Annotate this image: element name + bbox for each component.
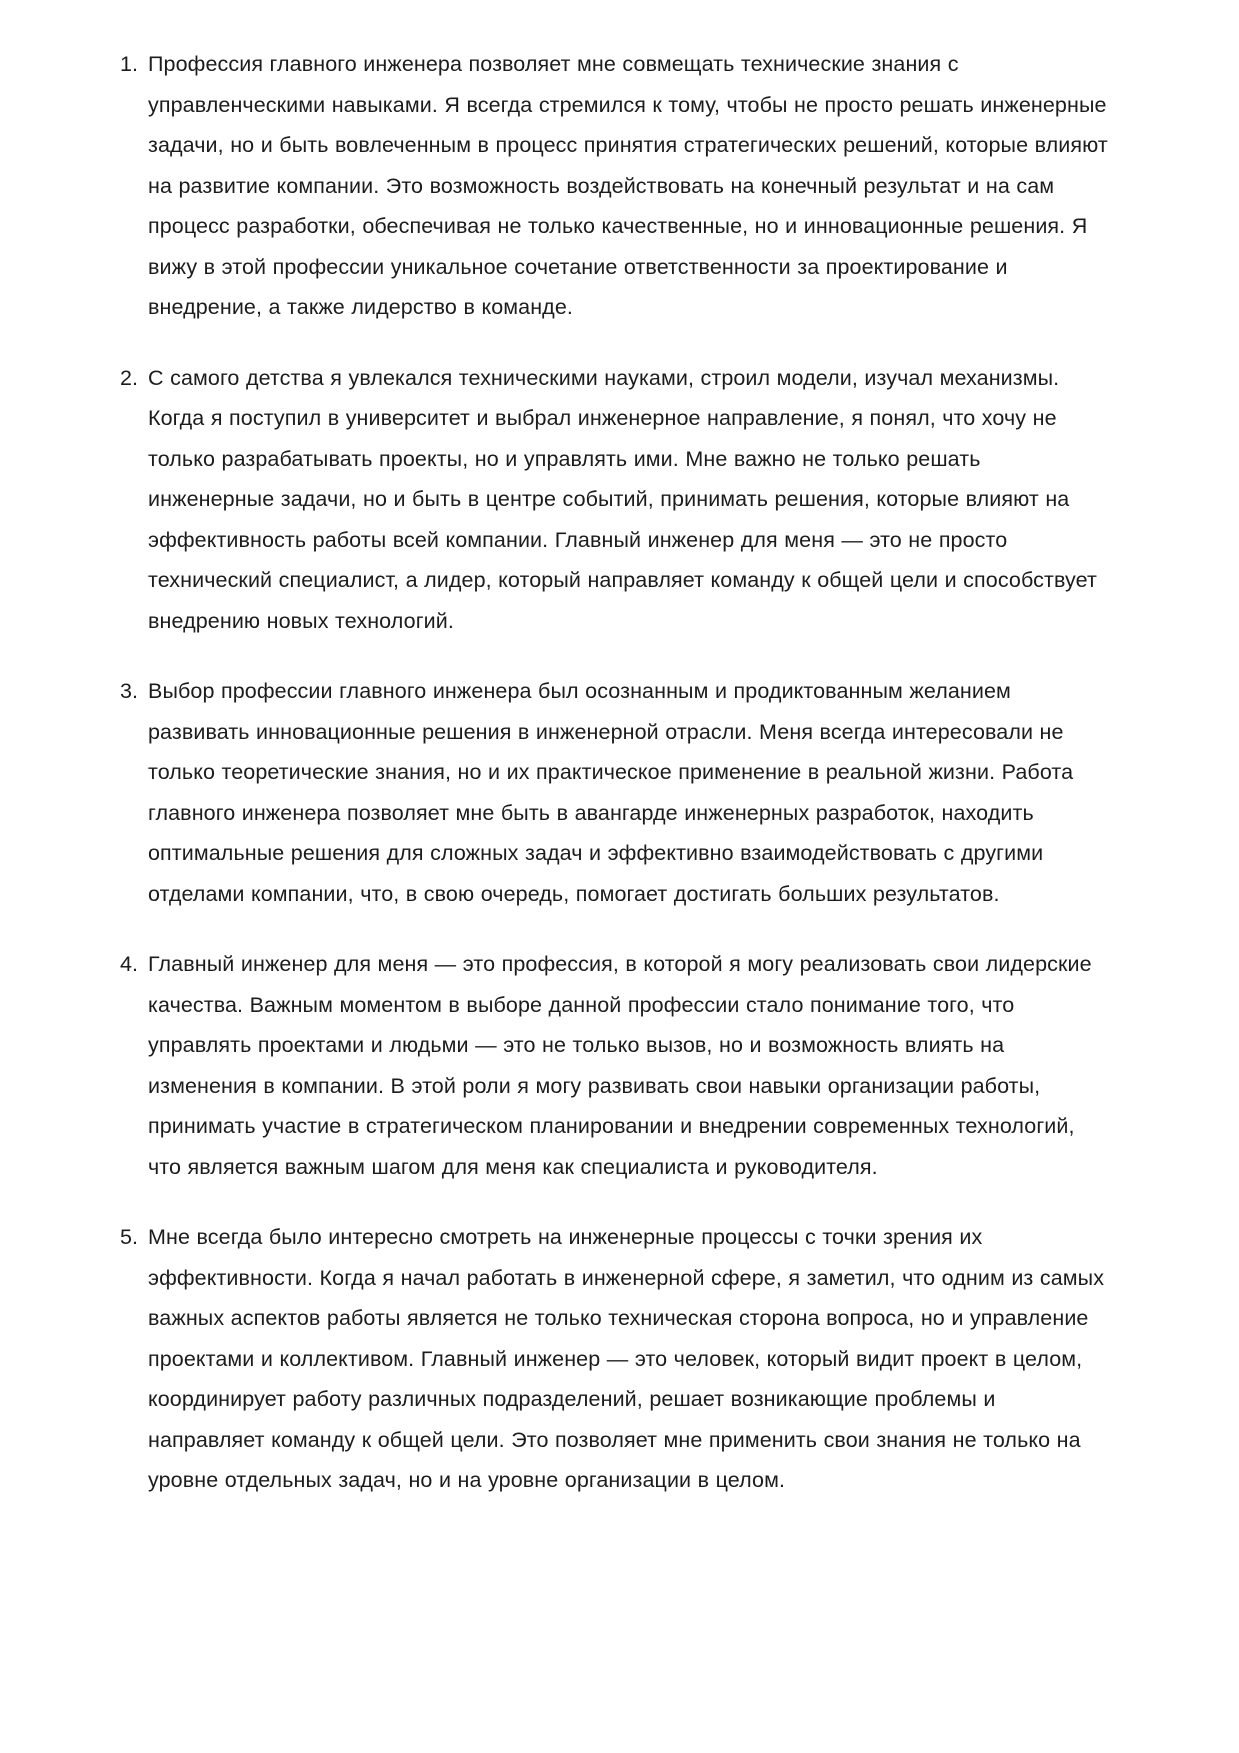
list-item bbox=[104, 358, 1109, 642]
numbered-list bbox=[104, 44, 1109, 1501]
list-item-text: Выбор профессии главного инженера был осознанным и продиктованным желанием развивать инновационные решения в инженерной отрасли. Меня всегда интересовали не только теоретические знания, но и их практическое применение в реальной жизни. Работа главного инженера позволяет мне быть в авангарде инженерных разработок, находить оптимальные решения для сложных задач и эффективно взаимодействовать с другими отделами компании, что, в свою очередь, помогает достигать больших результатов. bbox=[148, 679, 1074, 906]
list-item bbox=[104, 1217, 1109, 1501]
list-item bbox=[104, 44, 1109, 328]
list-item bbox=[104, 671, 1109, 914]
list-item-text: Мне всегда было интересно смотреть на инженерные процессы с точки зрения их эффективности. Когда я начал работать в инженерной сфере, я заметил, что одним из самых важных аспектов работы является не только техническая сторона вопроса, но и управление проектами и коллективом. Главный инженер — это человек, который видит проект в целом, координирует работу различных подразделений, решает возникающие проблемы и направляет команду к общей цели. Это позволяет мне применить свои знания не только на уровне отдельных задач, но и на уровне организации в целом. bbox=[148, 1225, 1105, 1492]
list-item-text: Главный инженер для меня — это профессия, в которой я могу реализовать свои лидерские качества. Важным моментом в выборе данной профессии стало понимание того, что управлять проектами и людьми — это не только вызов, но и возможность влиять на изменения в компании. В этой роли я могу развивать свои навыки организации работы, принимать участие в стратегическом планировании и внедрении современных технологий, что является важным шагом для меня как специалиста и руководителя. bbox=[148, 952, 1092, 1179]
list-item-text: Профессия главного инженера позволяет мне совмещать технические знания с управленческими навыками. Я всегда стремился к тому, чтобы не просто решать инженерные задачи, но и быть вовлеченным в процесс принятия стратегических решений, которые влияют на развитие компании. Это возможность воздействовать на конечный результат и на сам процесс разработки, обеспечивая не только качественные, но и инновационные решения. Я вижу в этой профессии уникальное сочетание ответственности за проектирование и внедрение, а также лидерство в команде. bbox=[148, 52, 1108, 319]
list-item bbox=[104, 944, 1109, 1187]
list-item-text: С самого детства я увлекался техническими науками, строил модели, изучал механизмы. Когда я поступил в университет и выбрал инженерное направление, я понял, что хочу не только разрабатывать проекты, но и управлять ими. Мне важно не только решать инженерные задачи, но и быть в центре событий, принимать решения, которые влияют на эффективность работы всей компании. Главный инженер для меня — это не просто технический специалист, а лидер, который направляет команду к общей цели и способствует внедрению новых технологий. bbox=[148, 365, 1097, 633]
